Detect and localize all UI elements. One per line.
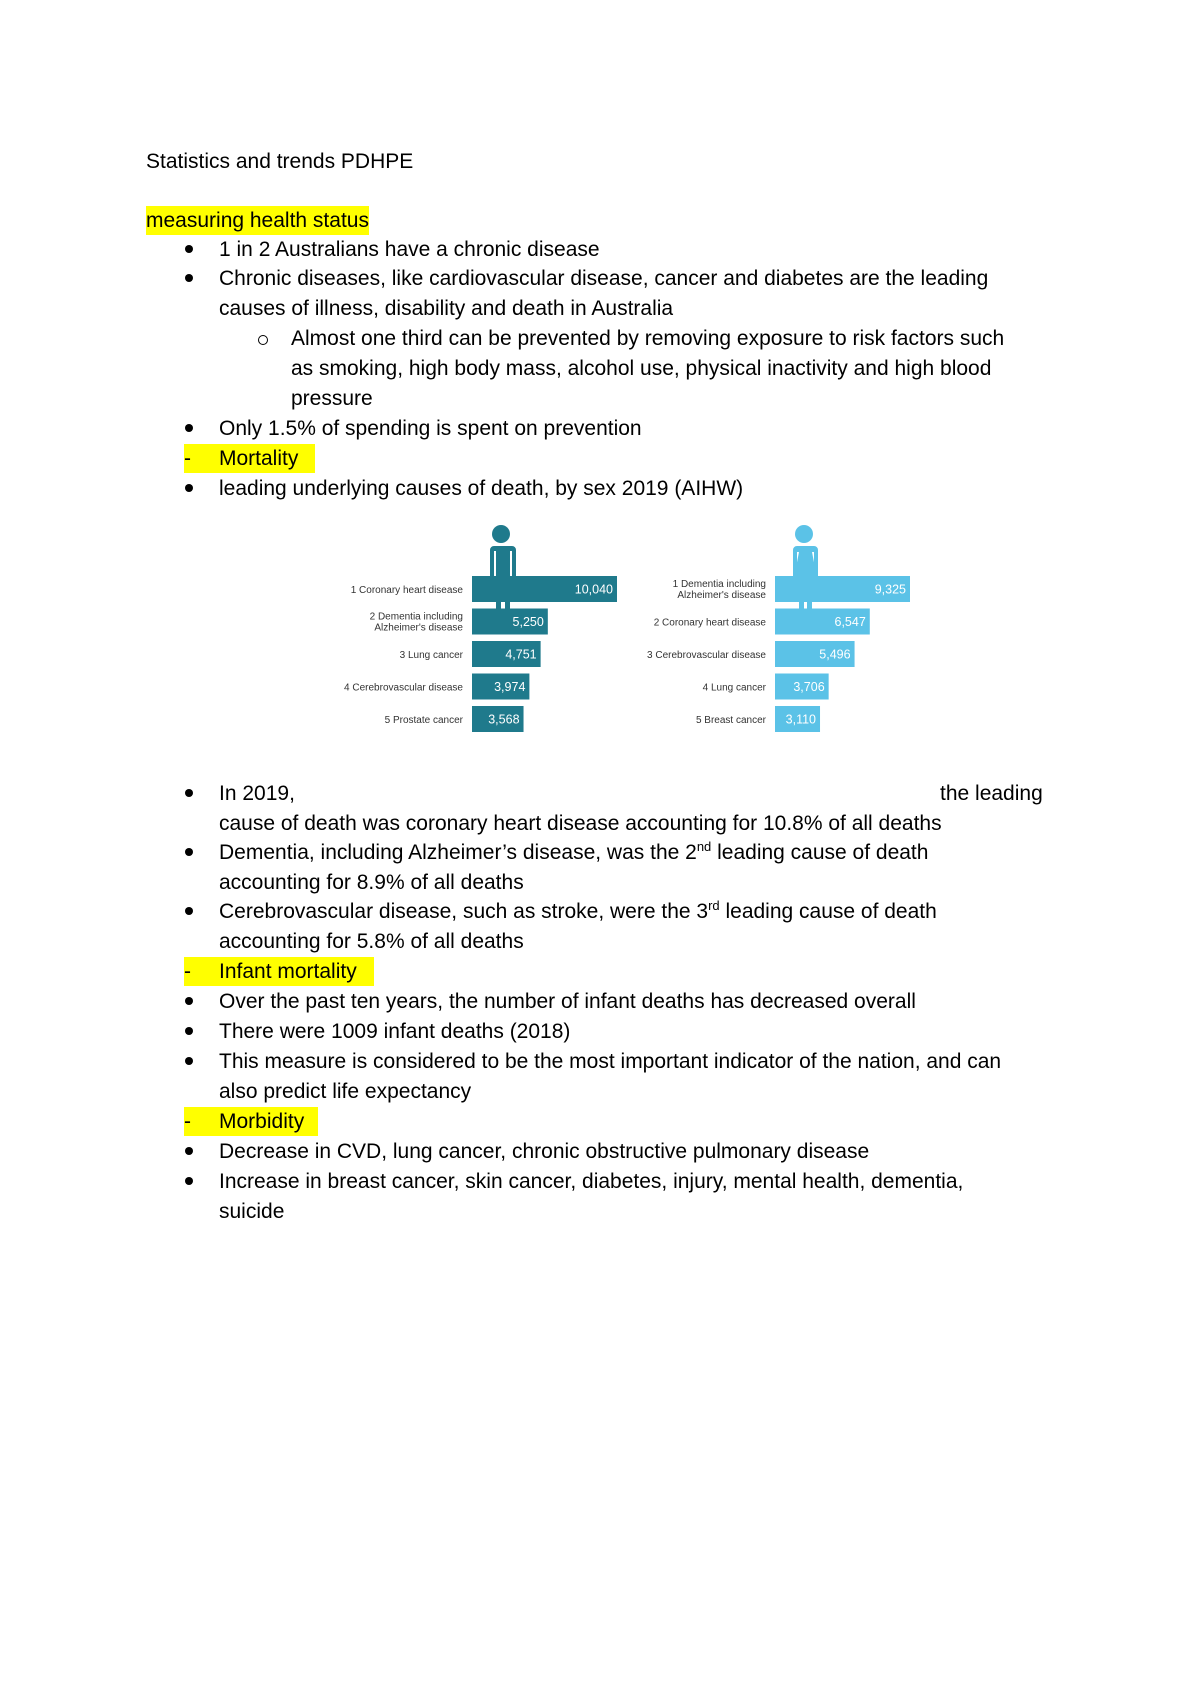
bullet-text: Cerebrovascular disease, such as stroke, were the 3rd leading cause of death [219, 898, 937, 923]
heading-morbidity: Morbidity [219, 1110, 305, 1133]
bullet-icon [185, 907, 193, 915]
bullet-text-continued: the leading [940, 782, 1043, 805]
bullet-text: This measure is considered to be the most important indicator of the nation, and can [219, 1050, 1002, 1073]
bullet-icon [185, 274, 193, 282]
bar-value-label: 3,974 [494, 680, 526, 694]
bullet-text-continued: accounting for 5.8% of all deaths [219, 930, 524, 953]
category-label: 5 Breast cancer [695, 715, 766, 726]
female-figure-icon [792, 525, 819, 621]
category-label: 1 Dementia including [672, 579, 766, 590]
bullet-icon [185, 1177, 193, 1185]
category-label: Alzheimer's disease [677, 590, 766, 601]
dash-marker: - [184, 957, 374, 986]
bullet-text-continued: causes of illness, disability and death in Australia [219, 297, 674, 320]
heading-infant-mortality: Infant mortality [219, 960, 357, 983]
sub-bullet-text-continued: pressure [291, 387, 373, 410]
bullet-icon [185, 1057, 193, 1065]
bullet-text: Dementia, including Alzheimer’s disease, was the 2nd leading cause of death [219, 839, 929, 864]
page-title: Statistics and trends PDHPE [146, 150, 414, 173]
bullet-icon [185, 424, 193, 432]
bullet-text-continued: accounting for 8.9% of all deaths [219, 871, 524, 894]
bar-value-label: 5,250 [512, 615, 544, 629]
category-label: Alzheimer's disease [374, 622, 463, 634]
bullet-icon [185, 245, 193, 253]
category-label: 2 Coronary heart disease [653, 617, 766, 629]
bullet-text: 1 in 2 Australians have a chronic disease [219, 238, 600, 261]
bullet-icon [185, 484, 193, 492]
bullet-icon [185, 848, 193, 856]
category-label: 4 Cerebrovascular disease [344, 682, 463, 694]
category-label: 4 Lung cancer [702, 682, 766, 694]
bar-value-label: 6,547 [834, 615, 866, 629]
category-label: 1 Coronary heart disease [350, 585, 463, 596]
bullet-icon [185, 997, 193, 1005]
bullet-icon [185, 789, 193, 797]
bar-value-label: 5,496 [819, 647, 851, 662]
bullet-text: Over the past ten years, the number of infant deaths has decreased overall [219, 990, 916, 1013]
bullet-text: There were 1009 infant deaths (2018) [219, 1020, 571, 1043]
bullet-icon [185, 1027, 193, 1035]
circle-bullet-icon [258, 335, 268, 345]
male-figure-icon [490, 525, 516, 617]
bullet-text: Chronic diseases, like cardiovascular disease, cancer and diabetes are the leading [219, 267, 989, 290]
dash-marker: - [184, 444, 315, 473]
bullet-text: Increase in breast cancer, skin cancer, diabetes, injury, mental health, dementia, [219, 1170, 964, 1193]
sub-bullet-text: Almost one third can be prevented by removing exposure to risk factors such [291, 327, 1005, 350]
bar-value-label: 9,325 [874, 582, 906, 597]
bar-value-label: 3,706 [793, 680, 825, 694]
bullet-text-continued: suicide [219, 1200, 285, 1223]
bullet-text: leading underlying causes of death, by sex 2019 (AIHW) [219, 477, 744, 500]
category-label: 5 Prostate cancer [384, 715, 463, 726]
bar-value-label: 3,568 [488, 712, 520, 727]
bullet-text-continued: also predict life expectancy [219, 1080, 472, 1103]
heading-health-status: measuring health status [146, 206, 369, 235]
dash-marker: - [184, 1107, 318, 1136]
bullet-text-continued: cause of death was coronary heart disease accounting for 10.8% of all deaths [219, 812, 942, 835]
category-label: 3 Cerebrovascular disease [647, 650, 766, 661]
bar-value-label: 10,040 [574, 582, 613, 597]
bullet-icon [185, 1147, 193, 1155]
causes-of-death-chart [300, 515, 920, 785]
bullet-text: Decrease in CVD, lung cancer, chronic obstructive pulmonary disease [219, 1140, 870, 1163]
bar-value-label: 4,751 [505, 647, 537, 662]
bullet-text: Only 1.5% of spending is spent on prevention [219, 417, 642, 440]
category-label: 3 Lung cancer [399, 650, 463, 661]
bullet-text: In 2019, [219, 782, 295, 805]
category-label: 2 Dementia including [369, 611, 463, 623]
sub-bullet-text-continued: as smoking, high body mass, alcohol use, physical inactivity and high blood [291, 357, 992, 380]
bar-value-label: 3,110 [785, 712, 817, 727]
heading-mortality: Mortality [219, 447, 299, 470]
